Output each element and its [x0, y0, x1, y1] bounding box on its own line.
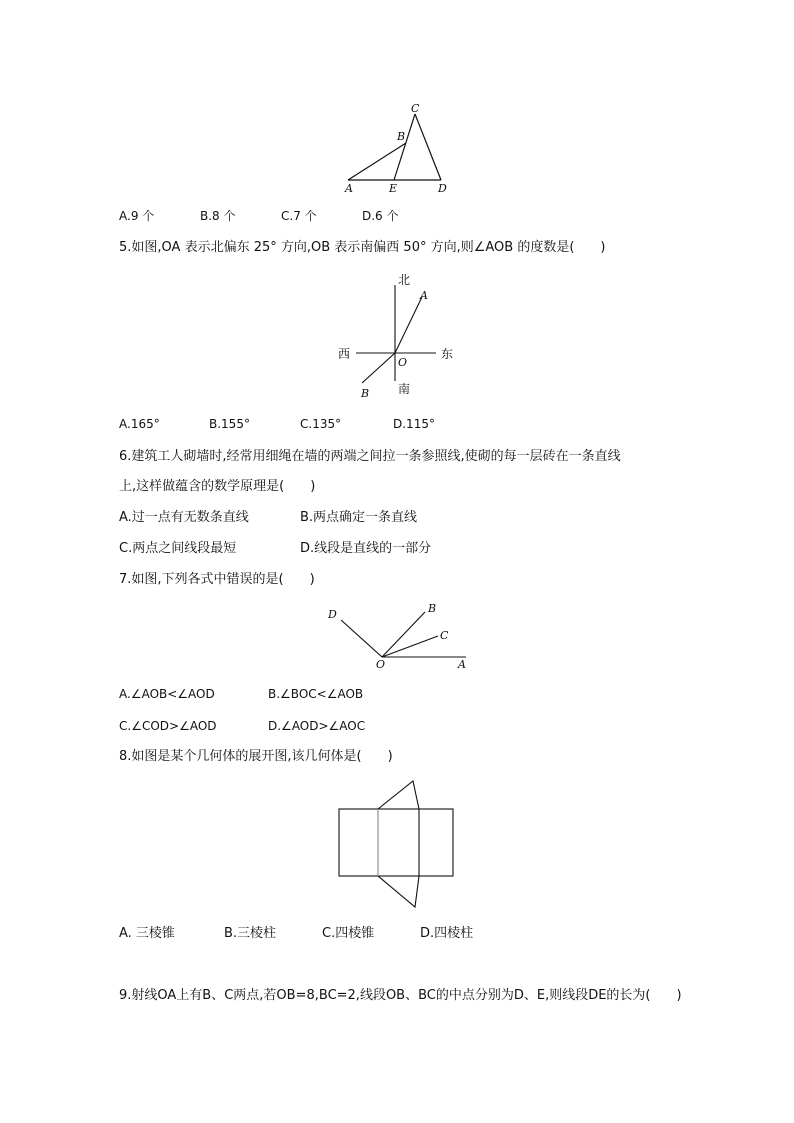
q4-label-d: D: [438, 182, 447, 195]
q5-option-a: A.165°: [119, 417, 160, 431]
q5-option-d: D.115°: [393, 417, 435, 431]
q4-option-a: A.9 个: [119, 209, 155, 223]
q7-label-o: O: [376, 658, 386, 671]
q4-option-b: B.8 个: [200, 209, 236, 223]
q5-label-west: 西: [338, 347, 351, 361]
q6-option-c: C.两点之间线段最短: [119, 541, 237, 556]
q7-label-a: A: [458, 658, 466, 671]
q7-option-c: C.∠COD>∠AOD: [119, 719, 217, 733]
q5-label-a: A: [420, 289, 428, 302]
q7-stem: 7.如图,下列各式中错误的是( ): [119, 572, 315, 587]
q4-label-c: C: [411, 102, 420, 115]
q4-label-e: E: [389, 182, 398, 195]
q5-label-east: 东: [441, 347, 454, 361]
q5-label-north: 北: [398, 273, 411, 287]
q7-label-c: C: [440, 629, 449, 642]
q8-bottom-triangle: [378, 876, 419, 907]
q6-option-a: A.过一点有无数条直线: [119, 510, 249, 525]
q8-option-a: A. 三棱锥: [119, 926, 175, 941]
q8-stem: 8.如图是某个几何体的展开图,该几何体是( ): [119, 749, 393, 764]
q7-option-a: A.∠AOB<∠AOD: [119, 687, 215, 701]
q4-label-a: A: [345, 182, 353, 195]
q8-option-b: B.三棱柱: [224, 926, 277, 941]
q5-stem: 5.如图,OA 表示北偏东 25° 方向,OB 表示南偏西 50° 方向,则∠AOB 的度数是( ): [119, 240, 606, 255]
q8-net-rectangle: [339, 809, 453, 876]
q4-option-d: D.6 个: [362, 209, 399, 223]
q7-label-b: B: [428, 602, 437, 615]
q7-label-d: D: [328, 608, 337, 621]
q6-stem-line2: 上,这样做蕴含的数学原理是( ): [119, 479, 316, 494]
q5-label-south: 南: [398, 382, 411, 396]
q7-option-b: B.∠BOC<∠AOB: [268, 687, 364, 701]
q6-option-d: D.线段是直线的一部分: [300, 541, 432, 556]
q6-option-b: B.两点确定一条直线: [300, 510, 418, 525]
q5-label-o: O: [398, 356, 408, 369]
q8-option-c: C.四棱锥: [322, 926, 375, 941]
q5-label-b: B: [361, 387, 370, 400]
q8-option-d: D.四棱柱: [420, 926, 474, 941]
q9-stem: 9.射线OA上有B、C两点,若OB=8,BC=2,线段OB、BC的中点分别为D、E,则线段DE的长为( ): [119, 988, 682, 1003]
q6-stem-line1: 6.建筑工人砌墙时,经常用细绳在墙的两端之间拉一条参照线,使砌的每一层砖在一条直线: [119, 449, 621, 464]
q4-option-c: C.7 个: [281, 209, 317, 223]
q5-option-c: C.135°: [300, 417, 342, 431]
q4-label-b: B: [397, 130, 406, 143]
q5-option-b: B.155°: [209, 417, 250, 431]
q7-option-d: D.∠AOD>∠AOC: [268, 719, 366, 733]
q8-top-triangle: [378, 781, 419, 809]
